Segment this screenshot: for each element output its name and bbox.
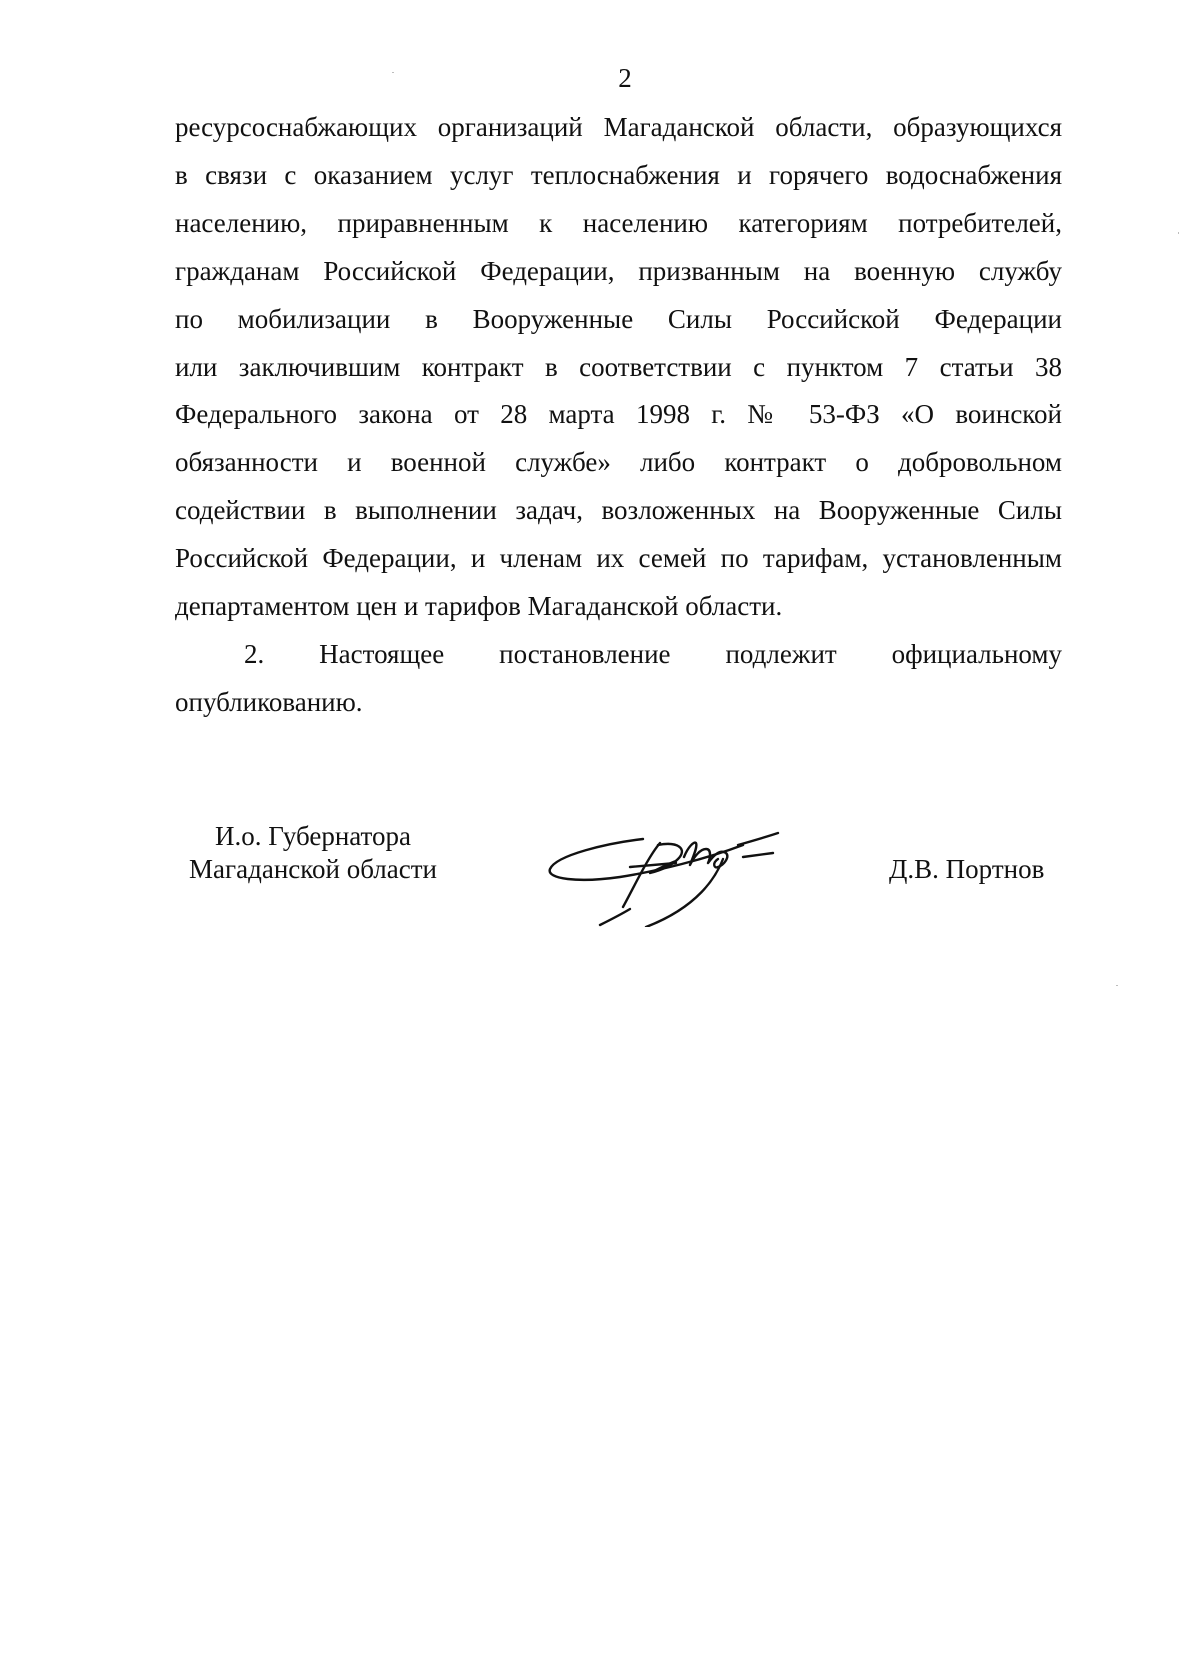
- scan-speck: [392, 72, 394, 73]
- handwritten-signature-icon: [538, 797, 808, 927]
- signatory-position-line: И.о. Губернатора: [214, 821, 411, 851]
- paragraph-1-line: по мобилизации в Вооруженные Силы Российской Федерации: [175, 303, 1062, 334]
- paragraph-1-line: департаментом цен и тарифов Магаданской области.: [175, 591, 783, 622]
- page-number: 2: [618, 63, 632, 93]
- signatory-position-line: Магаданской области: [189, 854, 437, 884]
- paragraph-2-line: опубликованию.: [175, 686, 363, 717]
- paragraph-1-line: населению, приравненным к населению категориям потребителей,: [175, 207, 1062, 238]
- paragraph-1-line: гражданам Российской Федерации, призванным на военную службу: [175, 255, 1062, 286]
- paragraph-1-line: обязанности и военной службе» либо контракт о добровольном: [175, 447, 1062, 478]
- paragraph-1-line: в связи с оказанием услуг теплоснабжения и горячего водоснабжения: [175, 159, 1062, 190]
- scan-speck: [1178, 232, 1179, 234]
- signatory-position: [178, 820, 448, 886]
- signature-block: [0, 820, 1200, 960]
- paragraph-1-line: Федерального закона от 28 марта 1998 г. № 53-ФЗ «О воинской: [175, 399, 1062, 430]
- scan-speck: [1116, 985, 1118, 986]
- paragraph-1-line: или заключившим контракт в соответствии с пунктом 7 статьи 38: [175, 351, 1062, 382]
- signatory-name: Д.В. Портнов: [889, 854, 1045, 884]
- paragraph-2-line: 2. Настоящее постановление подлежит официальному: [244, 638, 1062, 669]
- paragraph-1-line: Российской Федерации, и членам их семей по тарифам, установленным: [175, 543, 1062, 574]
- paragraph-1-line: содействии в выполнении задач, возложенных на Вооруженные Силы: [175, 495, 1062, 526]
- paragraph-1-line: ресурсоснабжающих организаций Магаданской области, образующихся: [175, 112, 1062, 142]
- document-body: [175, 104, 1062, 727]
